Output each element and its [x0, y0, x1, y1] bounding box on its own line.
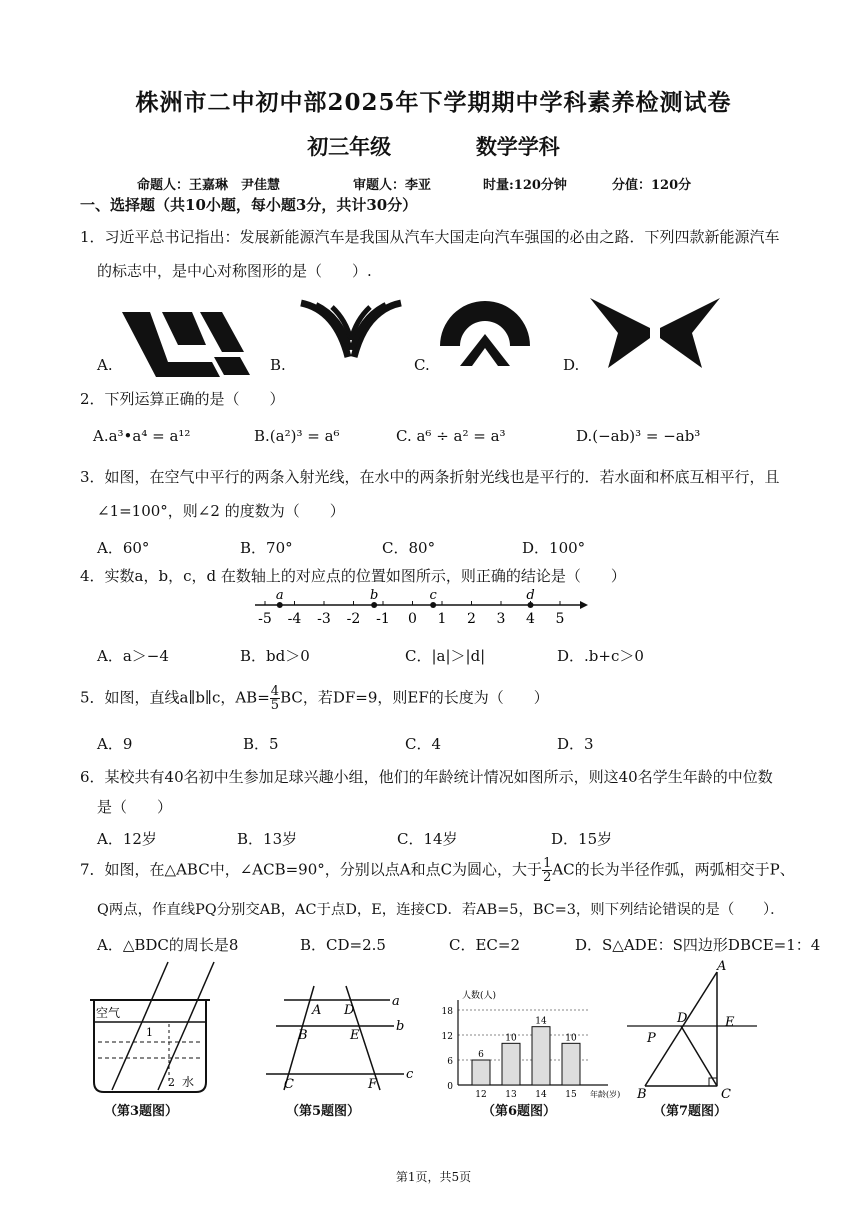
chart-data-label: 10: [505, 1033, 517, 1044]
q6-option-a[interactable]: A．12岁: [97, 830, 157, 848]
q6-option-c[interactable]: C．14岁: [397, 830, 458, 848]
q1-option-c[interactable]: C.: [414, 356, 430, 374]
q2-option-d[interactable]: D.(−ab)³ = −ab³: [576, 427, 701, 445]
figure-3-diagram: [84, 962, 234, 1100]
logo-c-image: [438, 298, 533, 370]
q6-text-1: 6．某校共有40名初中生参加足球兴趣小组，他们的年龄统计情况如图所示，则这40名学生年龄的中位数: [80, 768, 773, 786]
number-line-tick-label: -4: [287, 611, 302, 627]
q5-frac-den: 5: [270, 698, 280, 713]
q4-option-a[interactable]: A．a＞−4: [97, 647, 169, 665]
fig7-label-E: E: [725, 1015, 735, 1030]
number-line-point-label-d: d: [526, 588, 535, 603]
score: 分值：120分: [612, 178, 692, 193]
q1-text-1: 1．习近平总书记指出：发展新能源汽车是我国从汽车大国走向汽车强国的必由之路．下列四款新能源汽车: [80, 228, 780, 246]
chart-bar: [562, 1043, 580, 1085]
q3-text-2: ∠1=100°，则∠2 的度数为（ ）: [97, 502, 345, 520]
number-line-point-label-c: c: [429, 588, 437, 603]
q6-option-d[interactable]: D．15岁: [551, 830, 613, 848]
logo-d-image: [590, 298, 720, 368]
q5-text-pre: 5．如图，直线a∥b∥c，AB=: [80, 688, 270, 707]
page-footer: 第1页，共5页: [395, 1170, 472, 1184]
figure-6-caption: （第6题图）: [482, 1104, 557, 1119]
chart-data-label: 10: [565, 1033, 577, 1044]
q5-text-post: BC，若DF=9，则EF的长度为（ ）: [280, 688, 549, 707]
figure-7-caption: （第7题图）: [653, 1104, 728, 1119]
q4-option-d[interactable]: D．.b+c＞0: [557, 647, 644, 665]
figure-6-bar-chart: [436, 990, 621, 1100]
fig5-label-F: F: [368, 1077, 378, 1092]
chart-y-tick-label: 18: [441, 1007, 453, 1017]
chart-y-tick-label: 12: [441, 1032, 453, 1042]
q7-text-1: [80, 857, 795, 884]
fig5-label-E: E: [350, 1028, 360, 1043]
fig3-angle-1: 1: [146, 1026, 153, 1039]
fig7-label-P: P: [647, 1031, 656, 1046]
fig7-label-A: A: [717, 959, 727, 974]
number-line-arrow: [580, 601, 588, 609]
fig5-label-a: a: [392, 994, 400, 1009]
figure-3-caption: （第3题图）: [104, 1104, 179, 1119]
logo-a-image: [122, 307, 252, 377]
q5-fraction: [270, 685, 280, 712]
q6-text-2: 是（ ）: [97, 798, 173, 816]
exam-title: 株洲市二中初中部2025年下学期期中学科素养检测试卷: [135, 89, 732, 116]
q6-option-b[interactable]: B．13岁: [237, 830, 298, 848]
number-line-tick-label: -1: [376, 611, 390, 627]
chart-y-tick-label: 6: [447, 1057, 453, 1067]
logo-b-image: [296, 295, 406, 365]
q2-option-b[interactable]: B.(a²)³ = a⁶: [254, 427, 340, 445]
q7-text-pre: 7．如图，在△ABC中，∠ACB=90°，分别以点A和点C为圆心，大于: [80, 860, 543, 879]
number-line: [250, 585, 590, 630]
q4-option-c[interactable]: C．|a|＞|d|: [405, 647, 486, 665]
fig7-label-D: D: [677, 1011, 688, 1026]
duration: 时量:120分钟: [483, 178, 567, 193]
q5-option-b[interactable]: B．5: [243, 735, 279, 753]
chart-x-tick-label: 15: [565, 1090, 577, 1100]
q7-option-c[interactable]: C．EC=2: [449, 936, 521, 954]
exam-subtitle: [0, 131, 867, 161]
chart-x-tick-label: 14: [535, 1090, 547, 1100]
q3-option-a[interactable]: A．60°: [97, 539, 150, 557]
q2-text: 2．下列运算正确的是（ ）: [80, 390, 285, 408]
q3-text-1: 3．如图，在空气中平行的两条入射光线，在水中的两条折射光线也是平行的．若水面和杯底互相平行，且: [80, 468, 780, 486]
number-line-tick-label: 0: [408, 611, 417, 627]
q7-option-d[interactable]: D．S△ADE：S四边形DBCE=1：4: [575, 936, 821, 954]
q4-text: 4．实数a，b，c，d 在数轴上的对应点的位置如图所示，则正确的结论是（ ）: [80, 567, 626, 585]
fig5-label-D: D: [344, 1003, 355, 1018]
q7-option-a[interactable]: A．△BDC的周长是8: [97, 936, 239, 954]
q7-option-b[interactable]: B．CD=2.5: [300, 936, 386, 954]
number-line-tick-label: -3: [317, 611, 331, 627]
q7-frac-num: 1: [543, 856, 552, 871]
fig5-label-A: A: [312, 1003, 322, 1018]
q4-option-b[interactable]: B．bd＞0: [240, 647, 310, 665]
figure-7-diagram: [625, 958, 765, 1102]
q5-text: [80, 685, 549, 712]
number-line-point-label-b: b: [369, 588, 379, 603]
chart-data-label: 6: [478, 1050, 484, 1060]
q7-text-post: AC的长为半径作弧，两弧相交于P、: [552, 860, 795, 879]
number-line-tick-label: 4: [526, 611, 535, 627]
chart-x-tick-label: 13: [505, 1090, 517, 1100]
section-heading: 一、选择题（共10小题，每小题3分，共计30分）: [80, 196, 418, 214]
q2-option-c[interactable]: C. a⁶ ÷ a² = a³: [396, 427, 506, 445]
fig7-label-C: C: [721, 1087, 731, 1102]
fig3-water-label: 水: [182, 1075, 195, 1089]
q7-frac-den: 2: [543, 870, 552, 885]
q1-option-b[interactable]: B.: [270, 356, 286, 374]
q7-text-2: Q两点，作直线PQ分别交AB，AC于点D，E，连接CD．若AB=5，BC=3，则下列结论错误的是（ ）．: [97, 902, 785, 918]
number-line-tick-label: 5: [555, 611, 565, 627]
fig3-air-label: 空气: [96, 1006, 121, 1020]
q3-option-d[interactable]: D．100°: [522, 539, 586, 557]
q3-option-b[interactable]: B．70°: [240, 539, 293, 557]
grade-label: 初三年级: [307, 134, 392, 159]
fig5-label-b: b: [396, 1019, 405, 1034]
figure-5-diagram: [262, 986, 422, 1096]
q1-option-a[interactable]: A.: [97, 356, 113, 374]
chart-x-axis-label: 年龄(岁): [590, 1090, 621, 1099]
number-line-tick-label: 2: [467, 611, 476, 627]
q5-frac-num: 4: [270, 684, 280, 699]
q1-option-d[interactable]: D.: [563, 356, 580, 374]
number-line-tick-label: -5: [258, 611, 272, 627]
fig3-angle-2: 2: [168, 1076, 175, 1089]
q5-option-a[interactable]: A．9: [97, 735, 133, 753]
reviewer: 审题人：李亚: [353, 178, 432, 193]
chart-bar: [472, 1060, 490, 1085]
number-line-point-label-a: a: [275, 588, 284, 603]
number-line-tick-label: -2: [346, 611, 361, 627]
number-line-tick-label: 3: [496, 611, 506, 627]
q2-option-a[interactable]: A.a³•a⁴ = a¹²: [93, 427, 191, 445]
chart-bar: [502, 1043, 520, 1085]
q7-fraction: [542, 857, 552, 884]
subject-label: 数学学科: [475, 134, 560, 159]
fig5-label-B: B: [298, 1028, 308, 1043]
q5-option-d[interactable]: D．3: [557, 735, 594, 753]
fig7-label-B: B: [637, 1087, 647, 1102]
figure-5-caption: （第5题图）: [286, 1104, 361, 1119]
chart-y-tick-label: 0: [447, 1082, 453, 1092]
setters: 命题人：王嘉琳 尹佳慧: [137, 178, 281, 193]
q3-option-c[interactable]: C．80°: [382, 539, 436, 557]
q1-text-2: 的标志中，是中心对称图形的是（ ）.: [97, 262, 372, 280]
fig5-label-C: C: [284, 1077, 294, 1092]
q5-option-c[interactable]: C．4: [405, 735, 442, 753]
fig5-label-c: c: [406, 1067, 414, 1082]
number-line-tick-label: 1: [437, 611, 447, 627]
chart-bar: [532, 1027, 550, 1085]
chart-data-label: 14: [535, 1016, 547, 1027]
chart-y-axis-label: 人数(人): [462, 991, 497, 1001]
chart-x-tick-label: 12: [475, 1090, 487, 1100]
